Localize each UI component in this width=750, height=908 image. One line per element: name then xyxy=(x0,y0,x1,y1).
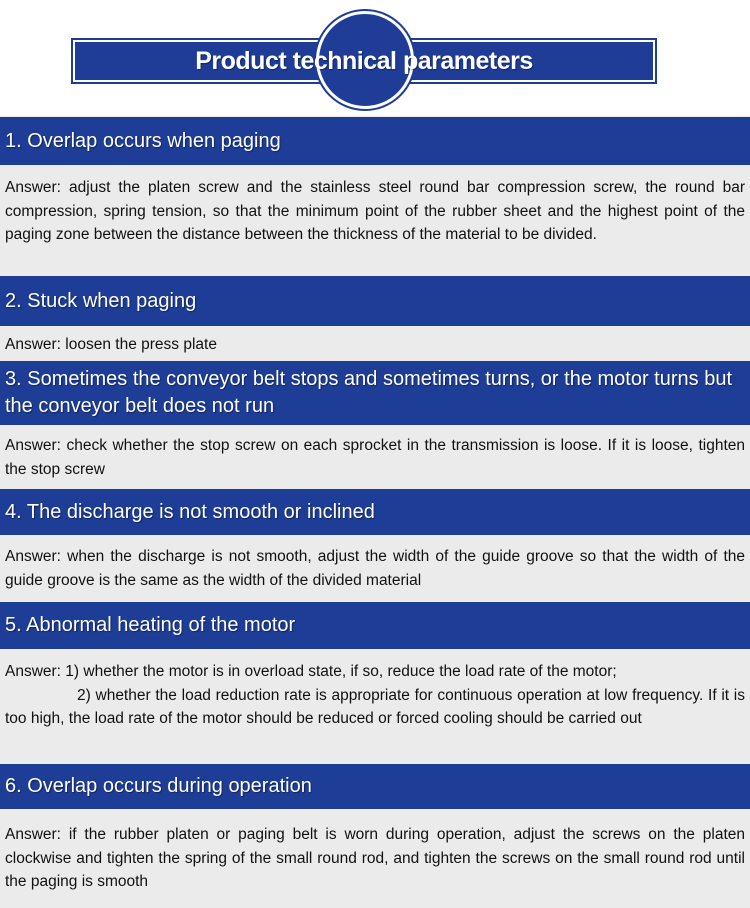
question-4: 4. The discharge is not smooth or inclined xyxy=(0,489,750,535)
question-6: 6. Overlap occurs during operation xyxy=(0,764,750,809)
answer-5 xyxy=(0,660,750,731)
answer-1: Answer: adjust the platen screw and the stainless steel round bar compression screw, the round bar compression, spring tension, so that the minimum point of the rubber sheet and the highest point of the paging zone between the distance between the thickness of the material to be divided. xyxy=(5,179,745,243)
question-3: 3. Sometimes the conveyor belt stops and sometimes turns, or the motor turns but the conveyor belt does not run xyxy=(0,361,750,425)
answer-6: Answer: if the rubber platen or paging belt is worn during operation, adjust the screws on the platen clockwise and tighten the spring of the small round rod, and tighten the screws on the small round rod until the paging is smooth xyxy=(5,826,745,890)
page-title: Product technical parameters xyxy=(195,47,533,75)
question-1: 1. Overlap occurs when paging xyxy=(0,117,750,165)
answer-2: Answer: loosen the press plate xyxy=(5,336,217,353)
answer-4: Answer: when the discharge is not smooth, adjust the width of the guide groove so that the width of the guide groove is the same as the width of the divided material xyxy=(5,548,745,589)
question-2: 2. Stuck when paging xyxy=(0,276,750,326)
header-banner xyxy=(0,0,750,116)
question-5: 5. Abnormal heating of the motor xyxy=(0,602,750,649)
answer-5-line-1: Answer: 1) whether the motor is in overload state, if so, reduce the load rate of the motor; xyxy=(5,663,617,680)
answer-5-line-2: 2) whether the load reduction rate is appropriate for continuous operation at low frequency. If it is too high, the load rate of the motor should be reduced or forced cooling should be carried out xyxy=(5,686,745,727)
answer-3: Answer: check whether the stop screw on each sprocket in the transmission is loose. If it is loose, tighten the stop screw xyxy=(5,437,745,478)
